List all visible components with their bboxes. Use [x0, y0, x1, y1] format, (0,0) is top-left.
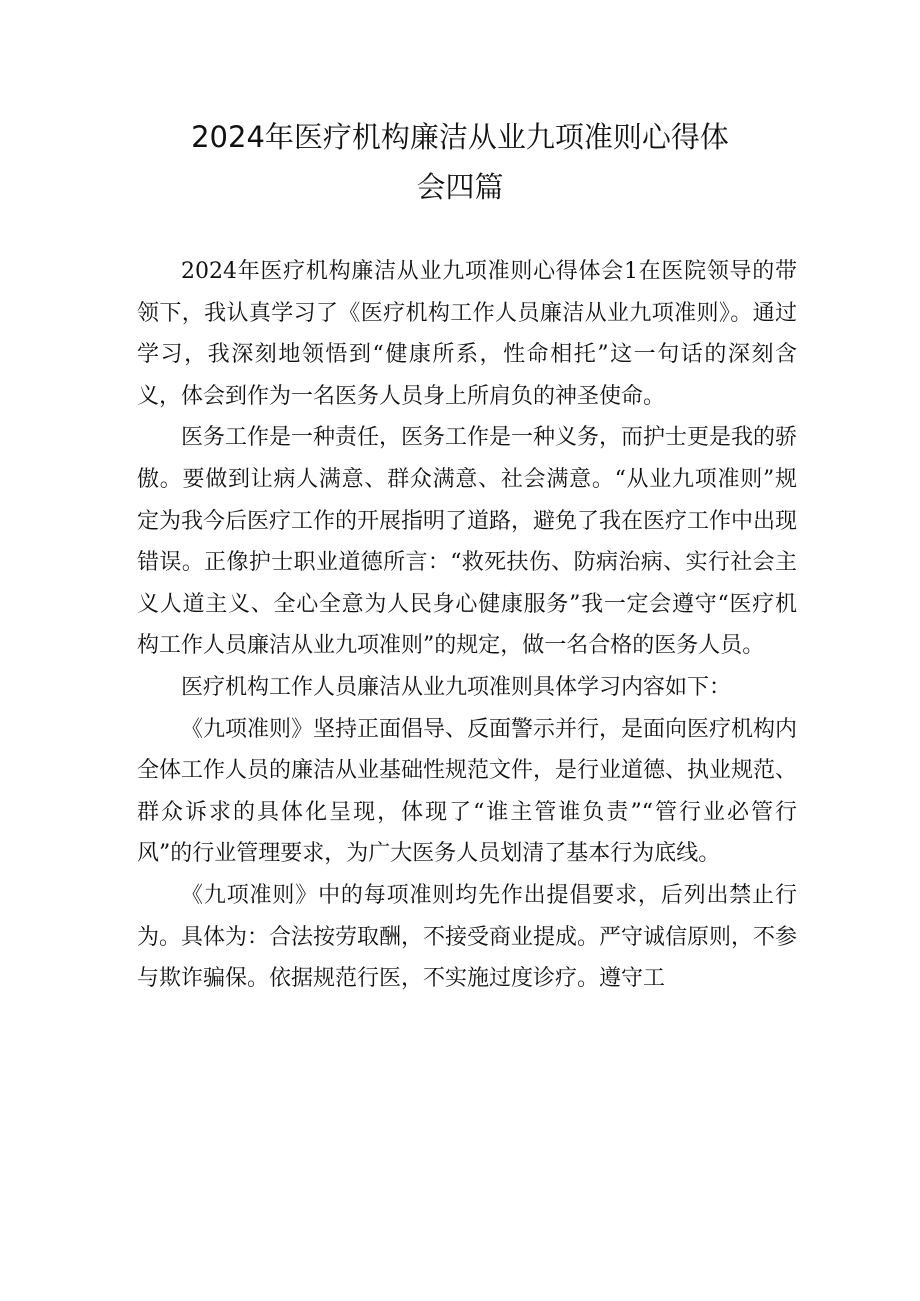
paragraph-2: 医务工作是一种责任，医务工作是一种义务，而护士更是我的骄傲。要做到让病人满意、群众满意、社会满意。“从业九项准则”规定为我今后医疗工作的开展指明了道路，避免了我在医疗工作中出现错误。正像护士职业道德所言：“救死扶伤、防病治病、实行社会主义人道主义、全心全意为人民身心健康服务”我一定会遵守“医疗机构工作人员廉洁从业九项准则”的规定，做一名合格的医务人员。	[137, 425, 798, 659]
document-body	[137, 251, 797, 1000]
paragraph-4: 《九项准则》坚持正面倡导、反面警示并行，是面向医疗机构内全体工作人员的廉洁从业基础性规范文件，是行业道德、执业规范、群众诉求的具体化呈现，体现了“谁主管谁负责”“管行业必管行风”的行业管理要求，为广大医务人员划清了基本行为底线。	[137, 716, 798, 867]
document-title	[120, 112, 800, 212]
paragraph-5: 《九项准则》中的每项准则均先作出提倡要求，后列出禁止行为。具体为：合法按劳取酬，不接受商业提成。严守诚信原则，不参与欺诈骗保。依据规范行医，不实施过度诊疗。遵守工	[137, 882, 798, 992]
paragraph-1: 2024年医疗机构廉洁从业九项准则心得体会1在医院领导的带领下，我认真学习了《医疗机构工作人员廉洁从业九项准则》。通过学习，我深刻地领悟到“健康所系，性命相托”这一句话的深刻含义，体会到作为一名医务人员身上所肩负的神圣使命。	[137, 259, 797, 409]
title-line-2: 会四篇	[416, 170, 504, 204]
paragraph-3: 医疗机构工作人员廉洁从业九项准则具体学习内容如下：	[181, 674, 732, 700]
title-line-1: 2024年医疗机构廉洁从业九项准则心得体	[191, 120, 729, 154]
